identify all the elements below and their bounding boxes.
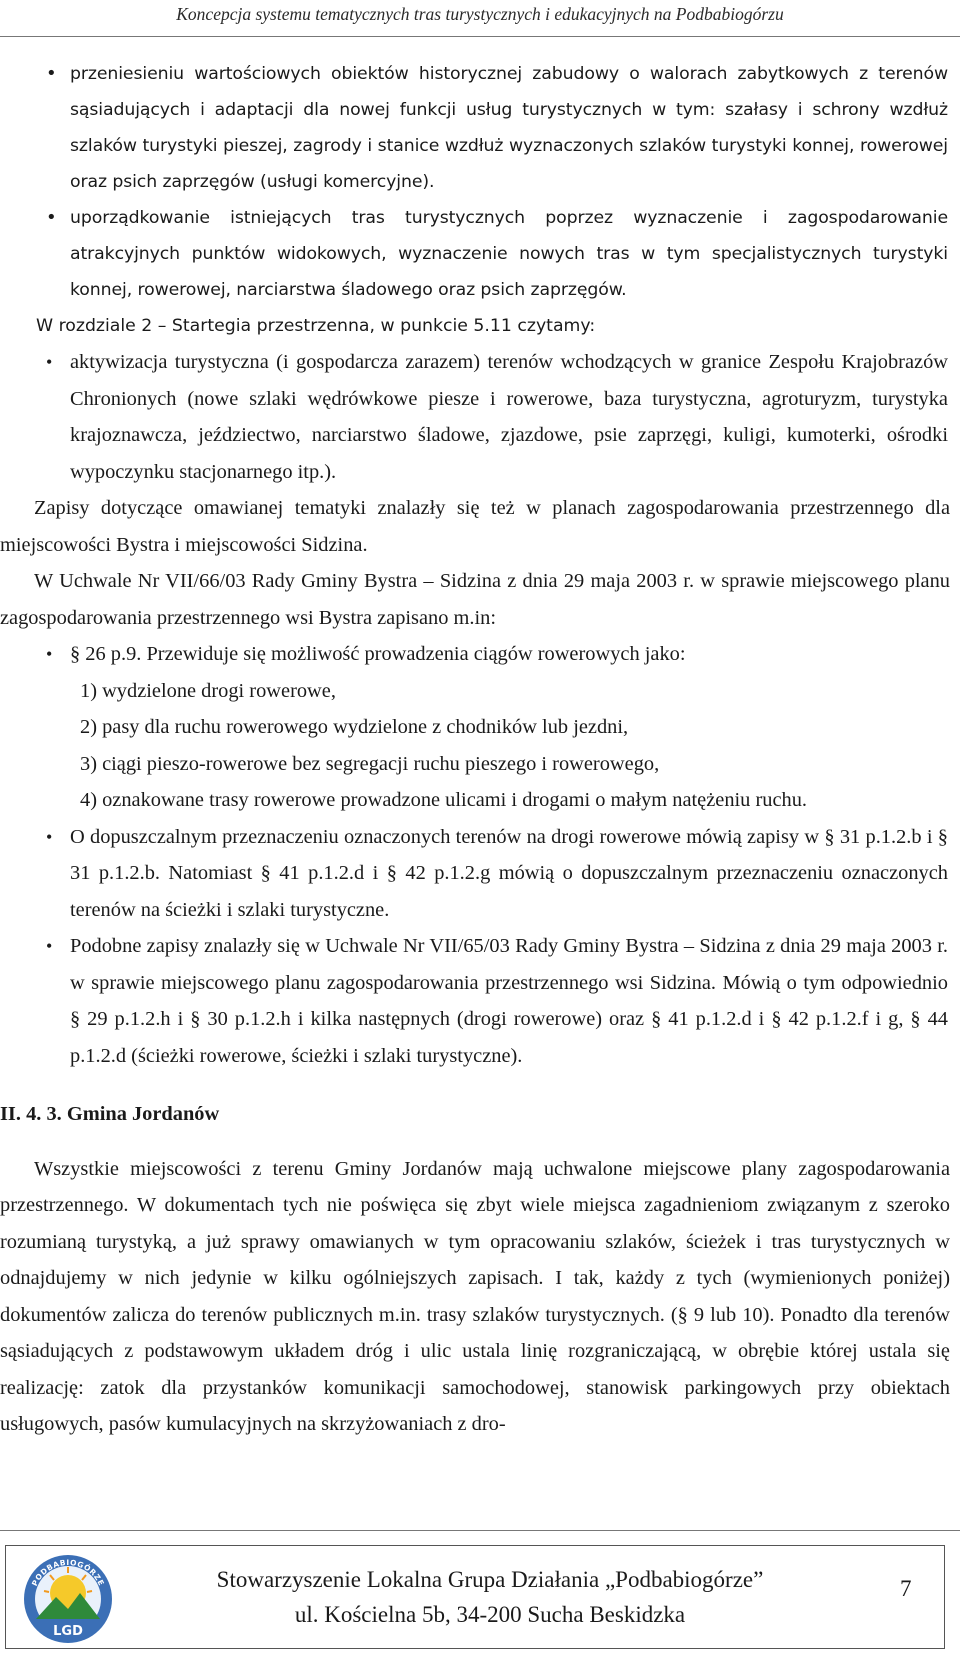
logo-lgd-text: LGD — [53, 1624, 83, 1639]
bullet-item: • aktywizacja turystyczna (i gospodarcza zarazem) terenów wchodzących w granice Zespołu Krajobrazów Chronionych (nowe szlaki wędrówkowe piesze i rowerowe, baza turystyczna, agroturyzm, turystyka krajoznawcza, jeździectwo, narciarstwo śladowe, zjazdowe, psie zaprzęgi, kuligi, kumoterki, ośrodki wypoczynku stacjonarnego itp.). — [0, 344, 950, 490]
bullet-item: • uporządkowanie istniejących tras turystycznych poprzez wyznaczenie i zagospodarowanie atrakcyjnych punktów widokowych, wyznaczenie nowych tras w tym specjalistycznych turystyki konnej, rowerowej, narciarstwa śladowego oraz psich zaprzęgów. — [0, 200, 950, 308]
footer-divider — [0, 1530, 960, 1531]
paragraph: Wszystkie miejscowości z terenu Gminy Jordanów mają uchwalone miejscowe plany zagospodarowania przestrzennego. W dokumentach tych nie poświęca się zbyt wiele miejsca zagadnieniom związanym z szeroko rozumianą turystyką, a już sprawy omawianych w tym opracowaniu szlaków, ścieżek i tras turystycznych w odnajdujemy w nich jedynie w kilku ogólniejszych zapisach. I tak, każdy z tych (wymienionych poniżej) dokumentów zalicza do terenów publicznych m.in. trasy szlaków turystycznych. (§ 9 lub 10). Ponadto dla terenów sąsiadujących z podstawowym układem dróg i ulic ustala linię rozgraniczającą, w obrębie której ustala się realizację: zatok dla przystanków komunikacji samochodowej, stanowisk parkingowych przy obiektach usługowych, pasów kumulacyjnych na skrzyżowaniach z dro- — [0, 1157, 950, 1435]
bullet-item: • Podobne zapisy znalazły się w Uchwale Nr VII/65/03 Rady Gminy Bystra – Sidzina z dnia 29 maja 2003 r. w sprawie miejscowego planu zagospodarowania przestrzennego wsi Sidzina. Mówią o tym odpowiednio § 29 p.1.2.h i § 30 p.1.2.h i kilka następnych (drogi rowerowe) oraz § 41 p.1.2.d i § 42 p.1.2.f i g, § 44 p.1.2.d (ścieżki rowerowe, ścieżki i szlaki turystyczne). — [0, 928, 950, 1074]
chapter-reference: W rozdziale 2 – Startegia przestrzenna, w punkcie 5.11 czytamy: — [36, 316, 596, 336]
running-header — [0, 0, 960, 34]
bullet-item: • przeniesieniu wartościowych obiektów historycznej zabudowy o walorach zabytkowych z terenów sąsiadujących i adaptacji dla nowej funkcji usług turystycznych w tym: szałasy i schrony wzdłuż szlaków turystyki pieszej, zagrody i stanice wzdłuż wyznaczonych szlaków turystyki konnej, rowerowej oraz psich zaprzęgów (usługi komercyjne). — [0, 56, 950, 200]
sub-item: 1) wydzielone drogi rowerowe, — [80, 679, 336, 702]
paragraph: W Uchwale Nr VII/66/03 Rady Gminy Bystra – Sidzina z dnia 29 maja 2003 r. w sprawie miejscowego planu zagospodarowania przestrzennego wsi Bystra zapisano m.in: — [0, 570, 950, 629]
section-heading: II. 4. 3. Gmina Jordanów — [0, 1103, 220, 1125]
footer-address — [140, 1562, 840, 1632]
logo-arc-text: PODBABIOGÓRZE — [29, 1557, 107, 1588]
sub-item: 2) pasy dla ruchu rowerowego wydzielone z chodników lub jezdni, — [80, 716, 629, 738]
sub-item: 3) ciągi pieszo-rowerowe bez segregacji ruchu pieszego i rowerowego, — [80, 752, 660, 775]
bullet-item: • O dopuszczalnym przeznaczeniu oznaczonych terenów na drogi rowerowe mówią zapisy w § 31 p.1.2.b i § 31 p.1.2.b. Natomiast § 41 p.1.2.d i § 42 p.1.2.g mówią o dopuszczalnym przeznaczeniu oznaczonych terenów na ścieżki i szlaki turystyczne. — [0, 819, 950, 929]
footer-address-line: ul. Kościelna 5b, 34-200 Sucha Beskidzka — [294, 1602, 686, 1627]
header-title: Koncepcja systemu tematycznych tras turystycznych i edukacyjnych na Podbabiogórzu — [176, 4, 784, 24]
lgd-logo — [22, 1553, 114, 1645]
page-number: 7 — [900, 1576, 912, 1601]
bullet-item: • § 26 p.9. Przewiduje się możliwość prowadzenia ciągów rowerowych jako: — [0, 636, 950, 673]
footer-org-line: Stowarzyszenie Lokalna Grupa Działania „Podbabiogórze” — [216, 1567, 764, 1592]
paragraph: Zapisy dotyczące omawianej tematyki znalazły się też w planach zagospodarowania przestrzennego dla miejscowości Bystra i miejscowości Sidzina. — [0, 497, 950, 556]
sub-item: 4) oznakowane trasy rowerowe prowadzone ulicami i drogami o małym natężeniu ruchu. — [80, 789, 808, 811]
header-divider — [0, 36, 960, 37]
page-body — [0, 56, 950, 1443]
